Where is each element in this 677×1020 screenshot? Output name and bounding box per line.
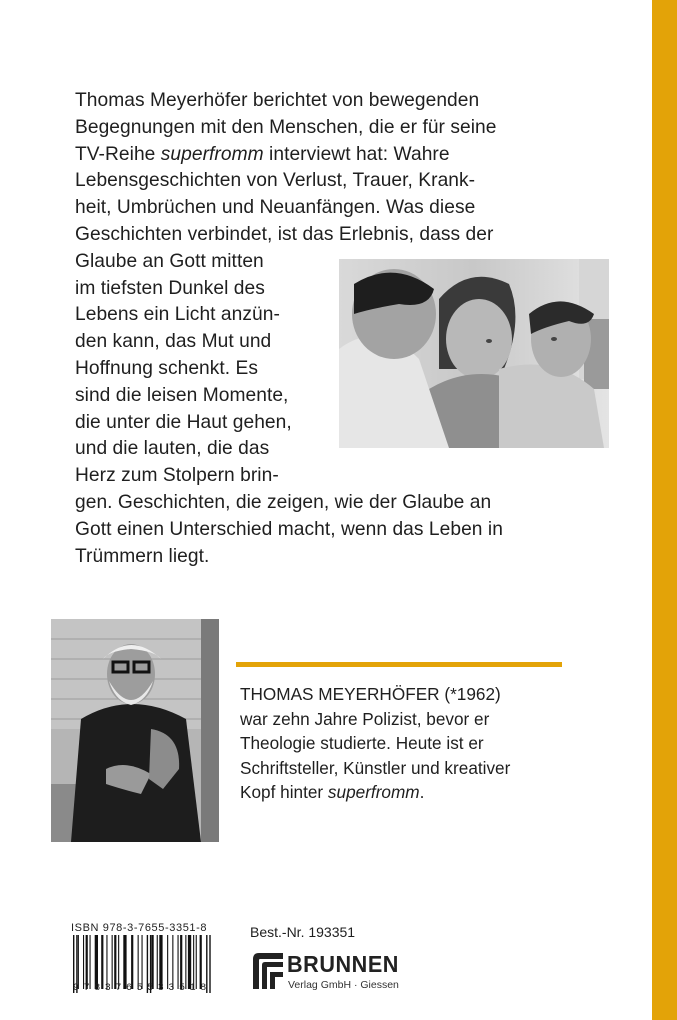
blurb-line: Lebensgeschichten von Verlust, Trauer, Krank- [75, 170, 476, 192]
blurb-line: heit, Umbrüchen und Neuanfängen. Was diese [75, 197, 476, 219]
blurb-line: TV-Reihe superfromm interviewt hat: Wahre [75, 143, 450, 165]
blurb-line: sind die leisen Momente, [75, 384, 289, 406]
spine-color-bar [652, 0, 677, 1020]
ean-digits: 9783765533518 [73, 983, 211, 994]
show-title: superfromm [160, 143, 264, 165]
publisher-logo [251, 951, 421, 996]
bio-line: war zehn Jahre Polizist, bevor er [240, 708, 490, 729]
family-photo [339, 259, 609, 448]
blurb-line: Hoffnung schenkt. Es [75, 357, 259, 379]
publisher-name: BRUNNEN [287, 951, 399, 977]
blurb-line: Herz zum Stolpern brin- [75, 465, 279, 487]
author-name: THOMAS MEYERHÖFER (*1962) [240, 684, 501, 704]
blurb-line: und die lauten, die das [75, 438, 270, 460]
blurb-line: Lebens ein Licht anzün- [75, 304, 280, 326]
blurb-line: Thomas Meyerhöfer berichtet von bewegenden [75, 90, 480, 111]
blurb-line: Gott einen Unterschied macht, wenn das Leben in [75, 518, 503, 540]
blurb-line: Glaube an Gott mitten [75, 250, 264, 272]
accent-divider [236, 662, 562, 667]
isbn-number: ISBN 978-3-7655-3351-8 [71, 922, 208, 934]
publisher-mark-icon [251, 951, 287, 991]
blurb-line: den kann, das Mut und [75, 331, 272, 353]
show-title: superfromm [327, 782, 420, 802]
blurb-line: Trümmern liegt. [75, 545, 210, 567]
blurb-line: im tiefsten Dunkel des [75, 277, 265, 299]
author-portrait-photo [51, 619, 219, 842]
blurb-line: gen. Geschichten, die zeigen, wie der Glaube an [75, 491, 492, 513]
blurb-line: Begegnungen mit den Menschen, die er für seine [75, 116, 497, 138]
blurb-line: Geschichten verbindet, ist das Erlebnis, dass der [75, 223, 494, 245]
bio-line: Kopf hinter superfromm. [240, 782, 425, 802]
bio-line: Schriftsteller, Künstler und kreativer [240, 757, 511, 778]
blurb-line: die unter die Haut gehen, [75, 411, 292, 433]
author-bio [240, 682, 580, 805]
publisher-location: Verlag GmbH · Giessen [288, 979, 399, 991]
order-number: Best.-Nr. 193351 [250, 924, 356, 940]
bio-line: Theologie studierte. Heute ist er [240, 733, 484, 753]
